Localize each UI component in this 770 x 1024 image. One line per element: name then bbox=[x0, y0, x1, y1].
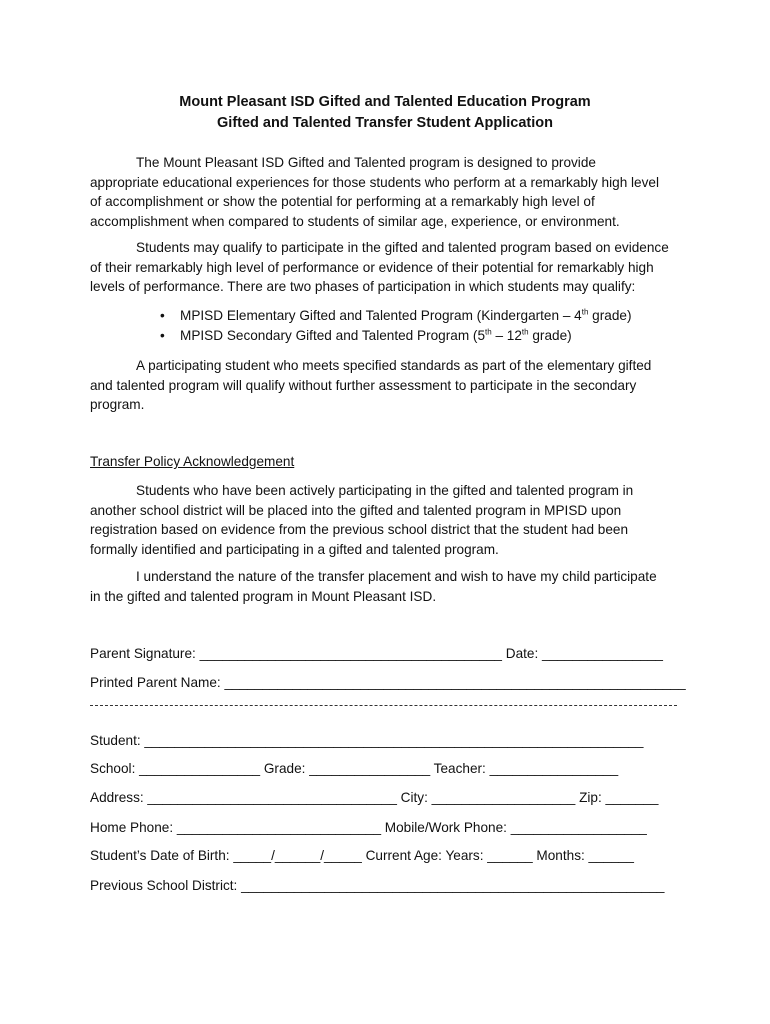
transfer-policy-heading: Transfer Policy Acknowledgement bbox=[90, 454, 295, 469]
section-divider bbox=[90, 705, 677, 706]
document-subtitle: Gifted and Talented Transfer Student Application bbox=[217, 115, 553, 131]
phone-fields[interactable]: Home Phone: ___________________________ Mobile/Work Phone: __________________ bbox=[90, 820, 647, 835]
address-city-zip-fields[interactable]: Address: _________________________________ City: ___________________ Zip: _______ bbox=[90, 790, 659, 805]
printed-parent-name-field[interactable]: Printed Parent Name: _____________________________________________________________ bbox=[90, 675, 686, 690]
student-name-field[interactable]: Student: __________________________________________________________________ bbox=[90, 733, 644, 748]
intro-paragraph-2: Students may qualify to participate in the gifted and talented program based on evidence of their remarkably high level of performance or evidence of their potential for remarkably high levels of performance. There are two phases of participation in which students may qualify: bbox=[90, 240, 669, 294]
document-title: Mount Pleasant ISD Gifted and Talented Education Program bbox=[179, 94, 591, 110]
parent-signature-field[interactable]: Parent Signature: ________________________________________ Date: ________________ bbox=[90, 646, 663, 661]
list-item: • MPISD Elementary Gifted and Talented Program (Kindergarten – 4th grade) bbox=[160, 306, 631, 326]
transfer-paragraph-2: I understand the nature of the transfer placement and wish to have my child participate in the gifted and talented program in Mount Pleasant ISD. bbox=[90, 569, 657, 604]
program-phase-list bbox=[160, 306, 631, 345]
previous-school-district-field[interactable]: Previous School District: ________________________________________________________ bbox=[90, 878, 665, 893]
transfer-paragraph-1: Students who have been actively participating in the gifted and talented program in another school district will be placed into the gifted and talented program in MPISD upon registration based on evidence from the previous school district that the student had been formally identified and participating in a gifted and talented program. bbox=[90, 483, 634, 557]
intro-paragraph-1: The Mount Pleasant ISD Gifted and Talented program is designed to provide appropriate educational experiences for those students who perform at a remarkably high level of accomplishment or show the potential for performing at a remarkably high level of accomplishment when compared to students of similar age, experience, or environment. bbox=[90, 155, 659, 229]
list-item: • MPISD Secondary Gifted and Talented Program (5th – 12th grade) bbox=[160, 326, 631, 346]
birthdate-age-fields[interactable]: Student’s Date of Birth: _____/______/_____ Current Age: Years: ______ Months: ______ bbox=[90, 848, 634, 863]
school-grade-teacher-fields[interactable]: School: ________________ Grade: ________________ Teacher: _________________ bbox=[90, 761, 619, 776]
intro-paragraph-3: A participating student who meets specified standards as part of the elementary gifted and talented program will qualify without further assessment to participate in the secondary program. bbox=[90, 358, 652, 412]
